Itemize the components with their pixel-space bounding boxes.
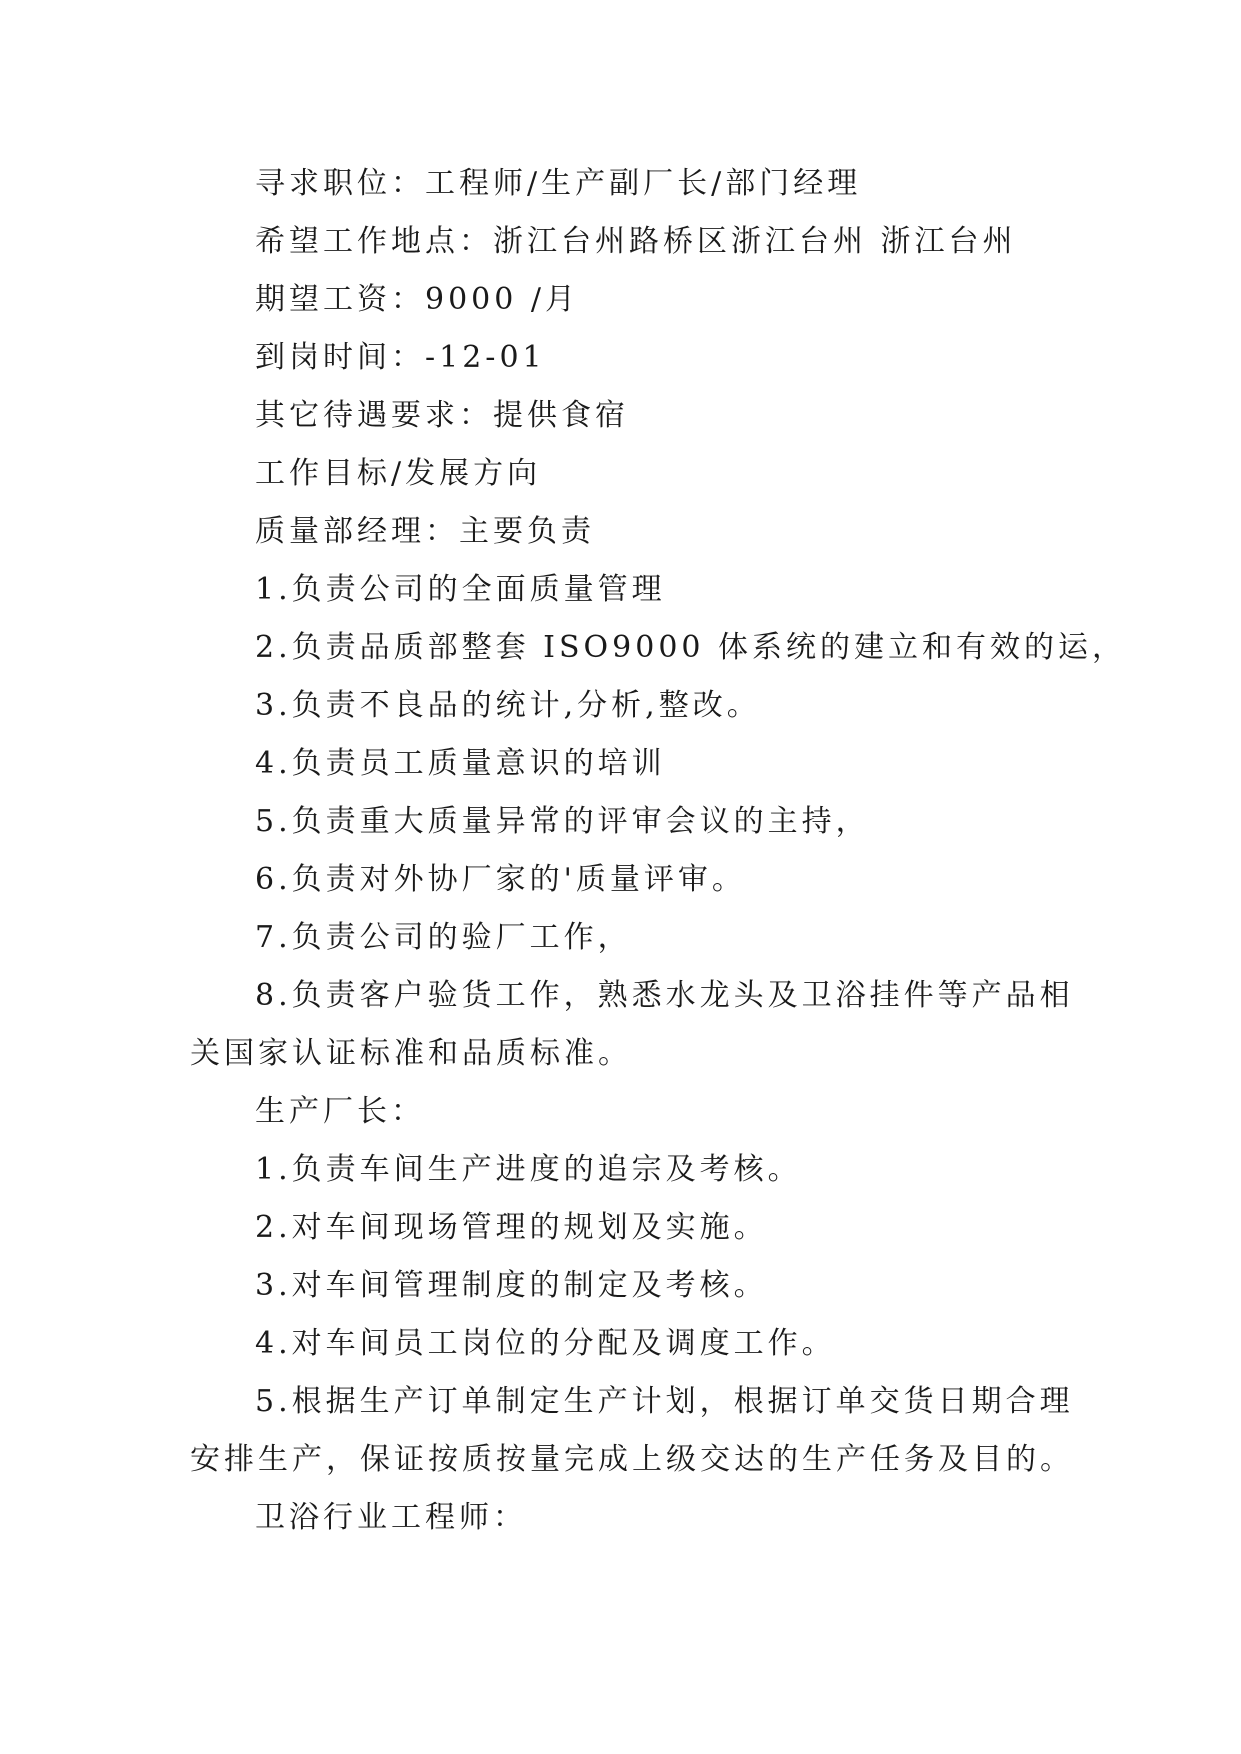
list-item: 4.负责员工质量意识的培训: [255, 746, 666, 781]
list-item: 1.负责公司的全面质量管理: [255, 572, 666, 607]
list-item: 2.对车间现场管理的规划及实施。: [255, 1210, 768, 1245]
list-item: 1.负责车间生产进度的追宗及考核。: [255, 1152, 802, 1187]
job-sought-line: 寻求职位：工程师/生产副厂长/部门经理: [255, 166, 862, 201]
sanitary-engineer-heading: 卫浴行业工程师：: [255, 1500, 527, 1535]
list-item: 4.对车间员工岗位的分配及调度工作。: [255, 1326, 836, 1361]
list-item: 2.负责品质部整套 ISO9000 体系统的建立和有效的运，: [255, 630, 1127, 665]
list-item-continuation: 关国家认证标准和品质标准。: [190, 1036, 632, 1071]
preferred-location-line: 希望工作地点：浙江台州路桥区浙江台州 浙江台州: [255, 224, 1017, 259]
list-item: 3.对车间管理制度的制定及考核。: [255, 1268, 768, 1303]
list-item: 6.负责对外协厂家的'质量评审。: [255, 862, 746, 897]
list-item: 7.负责公司的验厂工作，: [255, 920, 632, 955]
list-item: 3.负责不良品的统计,分析,整改。: [255, 688, 761, 723]
career-goal-heading: 工作目标/发展方向: [255, 456, 542, 491]
other-benefits-line: 其它待遇要求：提供食宿: [255, 398, 629, 433]
list-item: 8.负责客户验货工作，熟悉水龙头及卫浴挂件等产品相: [255, 978, 1074, 1013]
list-item: 5.负责重大质量异常的评审会议的主持，: [255, 804, 870, 839]
quality-manager-heading: 质量部经理：主要负责: [255, 514, 595, 549]
start-date-line: 到岗时间：-12-01: [255, 340, 546, 375]
list-item: 5.根据生产订单制定生产计划，根据订单交货日期合理: [255, 1384, 1074, 1419]
factory-director-heading: 生产厂长：: [255, 1094, 425, 1129]
expected-salary-line: 期望工资：9000 /月: [255, 282, 579, 317]
list-item-continuation: 安排生产，保证按质按量完成上级交达的生产任务及目的。: [190, 1442, 1074, 1477]
